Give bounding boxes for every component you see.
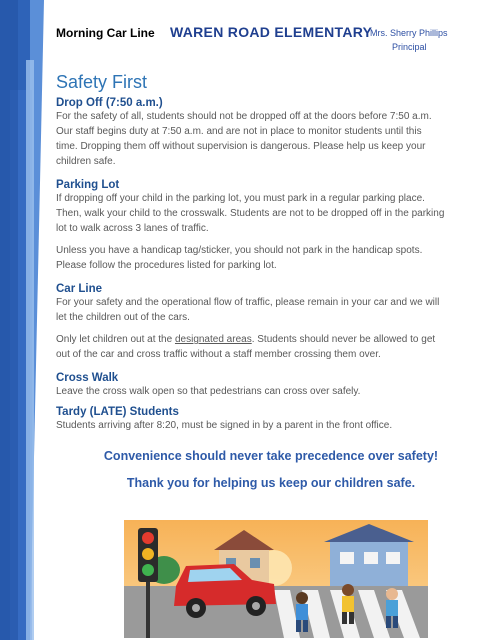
paragraph-line: Our staff begins duty at 7:50 a.m. and are not in place to monitor students until this xyxy=(56,126,422,137)
section-heading: Parking Lot xyxy=(56,179,120,191)
principal-name: Mrs. Sherry Phillips xyxy=(370,28,448,38)
closing-statement: Convenience should never take precedence over safety! xyxy=(103,449,439,463)
section-tardy xyxy=(56,406,486,433)
closing-thanks: Thank you for helping us keep our children safe. xyxy=(126,476,416,490)
designated-areas-underlined: designated areas xyxy=(174,334,252,345)
crosswalk-illustration xyxy=(124,520,428,638)
paragraph-line: If dropping off your child in the parking lot, you must park in a regular parking place. xyxy=(56,193,425,204)
text-fragment: . Students should never be allowed to get xyxy=(251,334,436,345)
paragraph-line: Leave the cross walk open so that pedestrians can cross over safely. xyxy=(56,386,361,397)
document-body xyxy=(56,72,486,490)
letterhead xyxy=(0,0,500,60)
section-heading: Drop Off (7:50 a.m.) xyxy=(56,97,163,109)
section-parking-lot xyxy=(56,179,486,273)
paragraph-line: out of the car and cross traffic without a staff member crossing them over. xyxy=(56,349,381,360)
paragraph-line-with-emphasis xyxy=(56,332,486,347)
paragraph-line: let the children out of the cars. xyxy=(56,312,190,323)
paragraph-line: time. Dropping them off without supervision is dangerous. Please help us keep your xyxy=(56,141,426,152)
school-name: WAREN ROAD ELEMENTARY xyxy=(170,24,373,40)
section-cross-walk xyxy=(56,372,486,399)
paragraph-line: For the safety of all, students should not be dropped off at the doors before 7:50 a.m. xyxy=(56,111,432,122)
paragraph-line: For your safety and the operational flow of traffic, please remain in your car and we will xyxy=(56,297,440,308)
section-car-line xyxy=(56,283,486,362)
section-heading: Cross Walk xyxy=(56,372,119,384)
paragraph-line: Students arriving after 8:20, must be signed in by a parent in the front office. xyxy=(56,420,393,431)
page-title: Safety First xyxy=(56,72,148,92)
paragraph-line: Unless you have a handicap tag/sticker, you should not park in the handicap spots. xyxy=(56,245,423,256)
morning-car-line-label: Morning Car Line xyxy=(56,26,155,40)
paragraph-line: Then, walk your child to the crosswalk. Students are not to be dropped off in the parking xyxy=(56,208,445,219)
paragraph-line: lot to walk across 3 lanes of traffic. xyxy=(56,223,209,234)
section-heading: Car Line xyxy=(56,283,103,295)
section-heading: Tardy (LATE) Students xyxy=(56,406,179,418)
paragraph-line: Please follow the procedures listed for parking lot. xyxy=(56,260,277,271)
section-drop-off xyxy=(56,97,486,169)
paragraph-line: children safe. xyxy=(56,156,116,167)
left-decorative-bar xyxy=(0,0,48,640)
text-fragment: Only let children out at the xyxy=(56,334,175,345)
principal-title: Principal xyxy=(392,42,427,52)
